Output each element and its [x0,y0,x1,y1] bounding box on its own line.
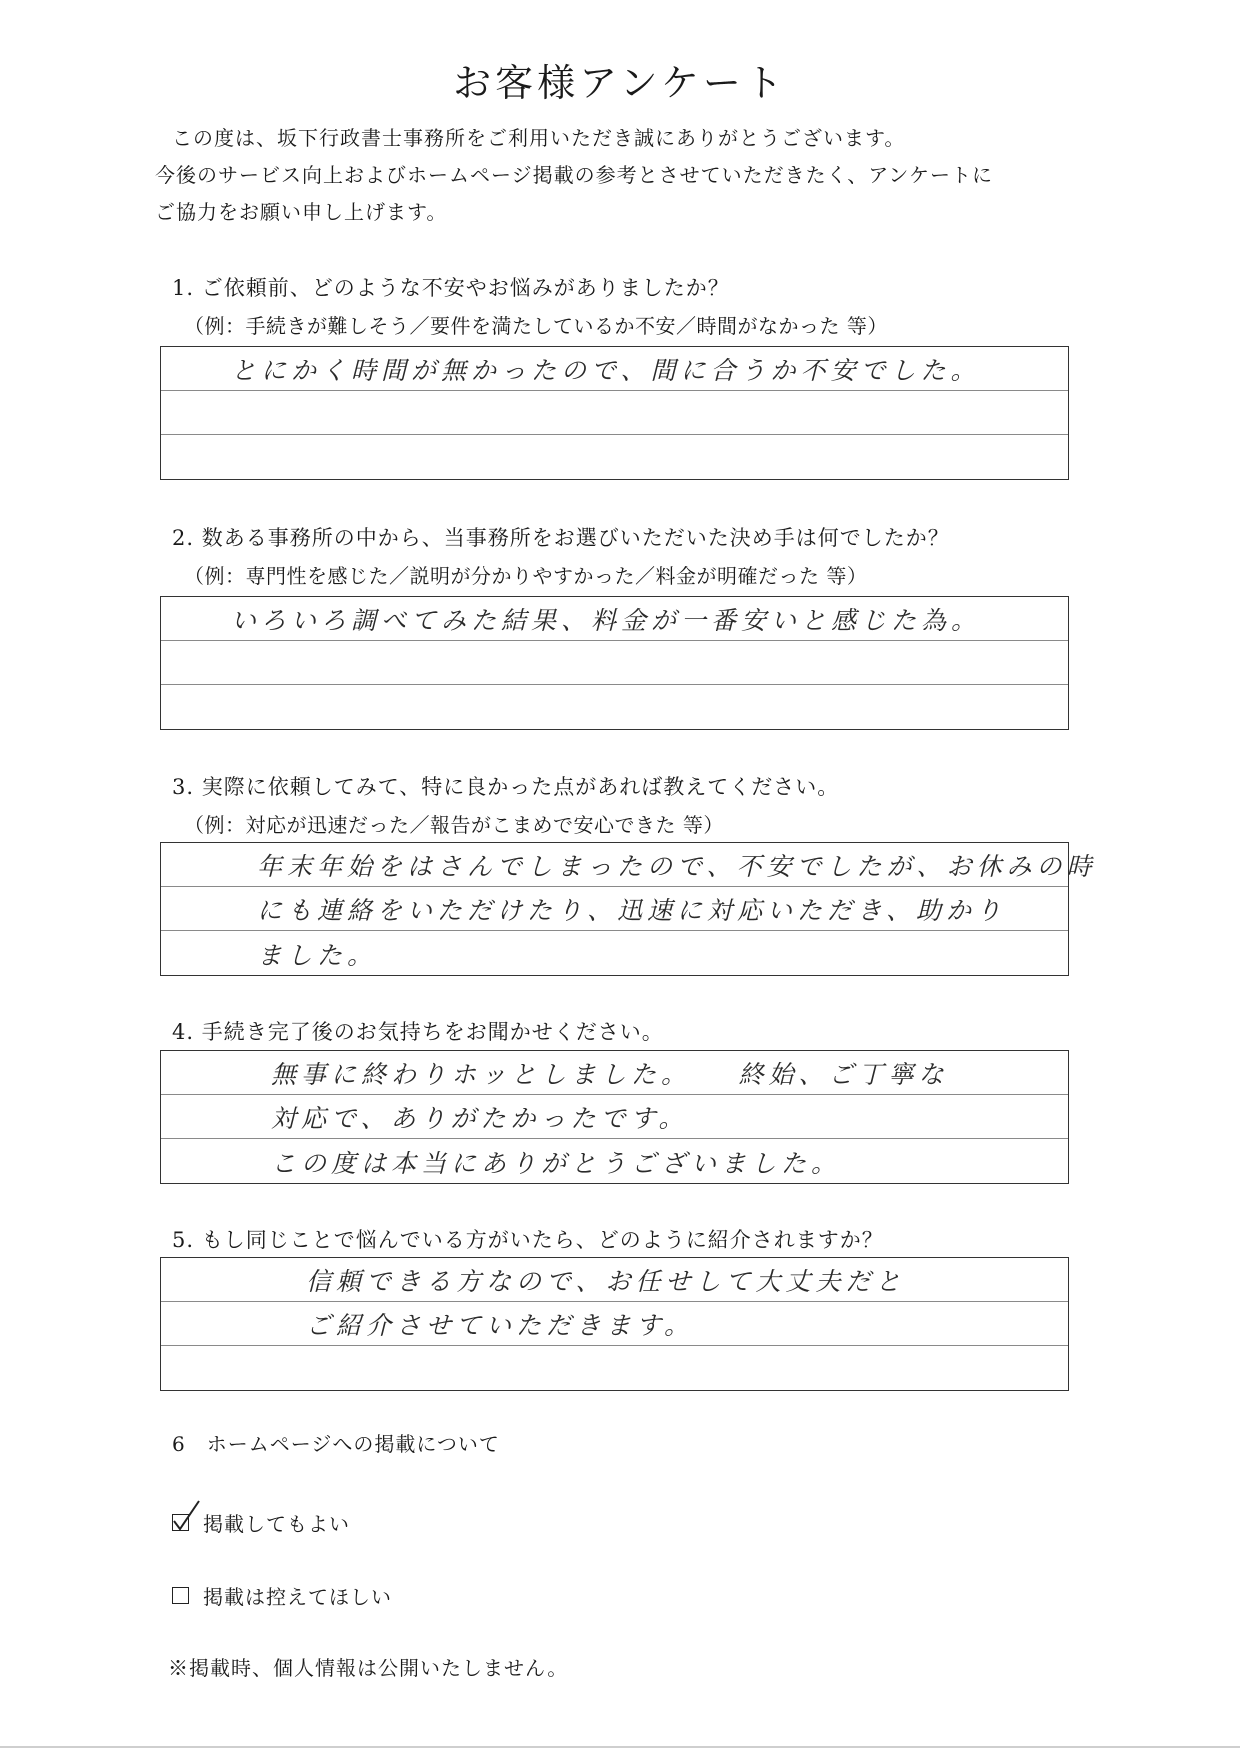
option-publish-decline[interactable] [172,1581,392,1610]
answer-4-row-1 [161,1051,1068,1095]
answer-2-row-1 [161,597,1068,641]
answer-2-row-2 [161,641,1068,685]
answer-4-text-2: 対応で、ありがたかったです。 [271,1104,689,1133]
answer-5-text-2: ご紹介させていただきます。 [306,1311,695,1340]
answer-box-4 [160,1050,1069,1184]
page-bottom-border [0,1746,1240,1748]
answer-3-text-2: にも連絡をいただけたり、迅速に対応いただき、助かり [257,896,1007,925]
answer-2-row-3 [161,685,1068,729]
intro-line-1: この度は、坂下行政書士事務所をご利用いただき誠にありがとうございます。 [172,126,906,150]
option-publish-ok-label: 掲載してもよい [203,1512,350,1536]
answer-4-text-1: 無事に終わりホッとしました。 終始、ご丁寧な [271,1060,949,1089]
answer-1-row-3 [161,435,1068,479]
survey-title: お客様アンケート [453,61,787,105]
answer-box-5 [160,1257,1069,1391]
section-6-label: 6 ホームページへの掲載について [172,1432,500,1456]
answer-3-row-1 [161,843,1097,887]
option-publish-ok[interactable] [172,1508,350,1537]
answer-4-row-3 [161,1139,1068,1183]
answer-1-row-1 [161,347,1068,391]
answer-3-row-3 [161,931,1068,975]
intro-line-2: 今後のサービス向上およびホームページ掲載の参考とさせていただきたく、アンケートに [155,163,993,187]
answer-5-text-1: 信頼できる方なので、お任せして大丈夫だと [306,1267,906,1296]
privacy-note: ※掲載時、個人情報は公開いたしません。 [168,1656,569,1680]
answer-3-row-2 [161,887,1068,931]
question-5-label: 5. もし同じことで悩んでいる方がいたら、どのように紹介されますか？ [172,1228,884,1252]
answer-box-3 [160,842,1097,976]
intro-line-3: ご協力をお願い申し上げます。 [155,200,448,224]
answer-4-text-3: この度は本当にありがとうございました。 [271,1149,842,1178]
option-publish-decline-label: 掲載は控えてほしい [203,1585,392,1609]
answer-3-text-3: ました。 [257,941,378,970]
answer-5-row-1 [161,1258,1068,1302]
question-3-example: （例：対応が迅速だった／報告がこまめで安心できた 等） [184,813,724,837]
answer-2-text-1: いろいろ調べてみた結果、料金が一番安いと感じた為。 [231,606,982,635]
question-4-label: 4. 手続き完了後のお気持ちをお聞かせください。 [172,1020,664,1044]
answer-5-row-3 [161,1346,1068,1390]
checkbox-publish-ok[interactable] [172,1514,189,1531]
answer-box-1 [160,346,1069,480]
answer-box-2 [160,596,1069,730]
answer-4-row-2 [161,1095,1068,1139]
answer-3-text-1: 年末年始をはさんでしまったので、不安でしたが、お休みの時 [257,852,1097,881]
answer-1-row-2 [161,391,1068,435]
question-1-example: （例：手続きが難しそう／要件を満たしているか不安／時間がなかった 等） [184,314,888,338]
question-1-label: 1. ご依頼前、どのような不安やお悩みがありましたか？ [172,276,730,300]
question-2-label: 2. 数ある事務所の中から、当事務所をお選びいただいた決め手は何でしたか？ [172,526,950,550]
answer-5-row-2 [161,1302,1068,1346]
question-2-example: （例：専門性を感じた／説明が分かりやすかった／料金が明確だった 等） [184,564,868,588]
answer-1-text-1: とにかく時間が無かったので、間に合うか不安でした。 [231,356,981,385]
check-mark-icon [171,1499,205,1533]
question-3-label: 3. 実際に依頼してみて、特に良かった点があれば教えてください。 [172,775,840,799]
checkbox-publish-decline[interactable] [172,1587,189,1604]
